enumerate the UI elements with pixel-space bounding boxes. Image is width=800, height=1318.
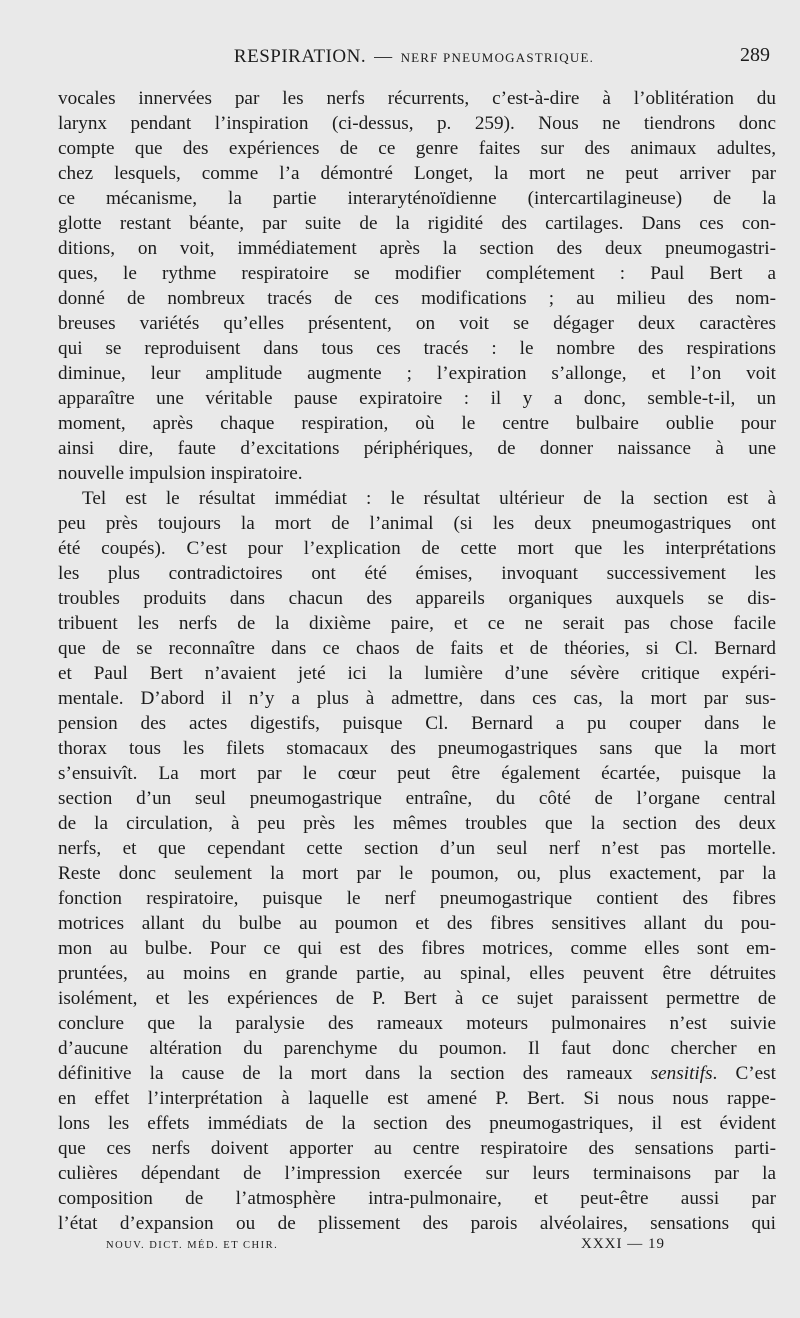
text-line: diminue, leur amplitude augmente ; l’expiration s’allonge, et l’on voit: [58, 363, 776, 384]
text-line: Reste donc seulement la mort par le poumon, ou, plus exactement, par la: [58, 863, 776, 884]
text-line: troubles produits dans chacun des appareils organiques auxquels se dis-: [58, 588, 776, 609]
text-line: composition de l’atmosphère intra-pulmonaire, et peut-être aussi par: [58, 1188, 776, 1209]
text-line: pension des actes digestifs, puisque Cl. Bernard a pu couper dans le: [58, 713, 776, 734]
text-line: ques, le rythme respiratoire se modifier complétement : Paul Bert a: [58, 263, 776, 284]
text-line: culières dépendant de l’impression exercée sur leurs terminaisons par la: [58, 1163, 776, 1184]
text-line: vocales innervées par les nerfs récurrents, c’est-à-dire à l’oblitération du: [58, 88, 776, 109]
text-line: compte que des expériences de ce genre faites sur des animaux adultes,: [58, 138, 776, 159]
text-line: d’aucune altération du parenchyme du poumon. Il faut donc chercher en: [58, 1038, 776, 1059]
text-line: de la circulation, à peu près les mêmes troubles que la section des deux: [58, 813, 776, 834]
text-line: fonction respiratoire, puisque le nerf pneumogastrique contient des fibres: [58, 888, 776, 909]
running-title: [58, 46, 770, 68]
text-line: Tel est le résultat immédiat : le résultat ultérieur de la section est à: [82, 488, 776, 509]
text-line: donné de nombreux tracés de ces modifications ; au milieu des nom-: [58, 288, 776, 309]
text-line: les plus contradictoires ont été émises, invoquant successivement les: [58, 563, 776, 584]
text-line: l’état d’expansion ou de plissement des parois alvéolaires, sensations qui: [58, 1213, 776, 1234]
text-line: chez lesquels, comme l’a démontré Longet, la mort ne peut arriver par: [58, 163, 776, 184]
text-line: ditions, on voit, immédiatement après la section des deux pneumogastri-: [58, 238, 776, 259]
text-line: pruntées, au moins en grande partie, au spinal, elles peuvent être détruites: [58, 963, 776, 984]
text-line: moment, après chaque respiration, où le centre bulbaire oublie pour: [58, 413, 776, 434]
text-line: nouvelle impulsion inspiratoire.: [58, 463, 303, 484]
text-line: larynx pendant l’inspiration (ci-dessus, p. 259). Nous ne tiendrons donc: [58, 113, 776, 134]
text-line: peu près toujours la mort de l’animal (si les deux pneumogastriques ont: [58, 513, 776, 534]
running-title-dash: —: [374, 46, 393, 66]
text-line: lons les effets immédiats de la section des pneumogastriques, il est évident: [58, 1113, 776, 1134]
text-line: motrices allant du bulbe au poumon et des fibres sensitives allant du pou-: [58, 913, 776, 934]
text-line: tribuent les nerfs de la dixième paire, et ce ne serait pas chose facile: [58, 613, 776, 634]
page-number: 289: [740, 44, 770, 66]
text-line: et Paul Bert n’avaient jeté ici la lumière d’une sévère critique expéri-: [58, 663, 776, 684]
text-line: que ces nerfs doivent apporter au centre respiratoire des sensations parti-: [58, 1138, 776, 1159]
running-header: [58, 46, 770, 76]
page-footer: [106, 1236, 760, 1256]
text-line: mentale. D’abord il n’y a plus à admettre, dans ces cas, la mort par sus-: [58, 688, 776, 709]
text-line: section d’un seul pneumogastrique entraîne, du côté de l’organe central: [58, 788, 776, 809]
text-line: ainsi dire, faute d’excitations périphériques, de donner naissance à une: [58, 438, 776, 459]
text-line: glotte restant béante, par suite de la rigidité des cartilages. Dans ces con-: [58, 213, 776, 234]
text-line: ce mécanisme, la partie interaryténoïdienne (intercartilagineuse) de la: [58, 188, 776, 209]
text-line: nerfs, et que cependant cette section d’un seul nerf n’est pas mortelle.: [58, 838, 776, 859]
running-title-main: RESPIRATION.: [233, 46, 367, 67]
text-line: qui se reproduisent dans tous ces tracés : le nombre des respirations: [58, 338, 776, 359]
text-line: définitive la cause de la mort dans la section des rameaux sensitifs. C’est: [58, 1063, 776, 1084]
footer-signature: XXXI — 19: [581, 1236, 665, 1252]
text-line: que de se reconnaître dans ce chaos de faits et de théories, si Cl. Bernard: [58, 638, 776, 659]
text-line: été coupés). C’est pour l’explication de cette mort que les interprétations: [58, 538, 776, 559]
text-line: conclure que la paralysie des rameaux moteurs pulmonaires n’est suivie: [58, 1013, 776, 1034]
running-title-sub: NERF PNEUMOGASTRIQUE.: [400, 50, 595, 65]
text-line: mon au bulbe. Pour ce qui est des fibres motrices, comme elles sont em-: [58, 938, 776, 959]
text-line: isolément, et les expériences de P. Bert à ce sujet paraissent permettre de: [58, 988, 776, 1009]
text-line: s’ensuivît. La mort par le cœur peut être également écartée, puisque la: [58, 763, 776, 784]
text-line: apparaître une véritable pause expiratoire : il y a donc, semble-t-il, un: [58, 388, 776, 409]
footer-source: NOUV. DICT. MÉD. ET CHIR.: [106, 1240, 279, 1251]
text-line: en effet l’interprétation à laquelle est amené P. Bert. Si nous nous rappe-: [58, 1088, 776, 1109]
text-line: thorax tous les filets stomacaux des pneumogastriques sans que la mort: [58, 738, 776, 759]
body-text: [58, 86, 776, 1236]
text-line: breuses variétés qu’elles présentent, on voit se dégager deux caractères: [58, 313, 776, 334]
